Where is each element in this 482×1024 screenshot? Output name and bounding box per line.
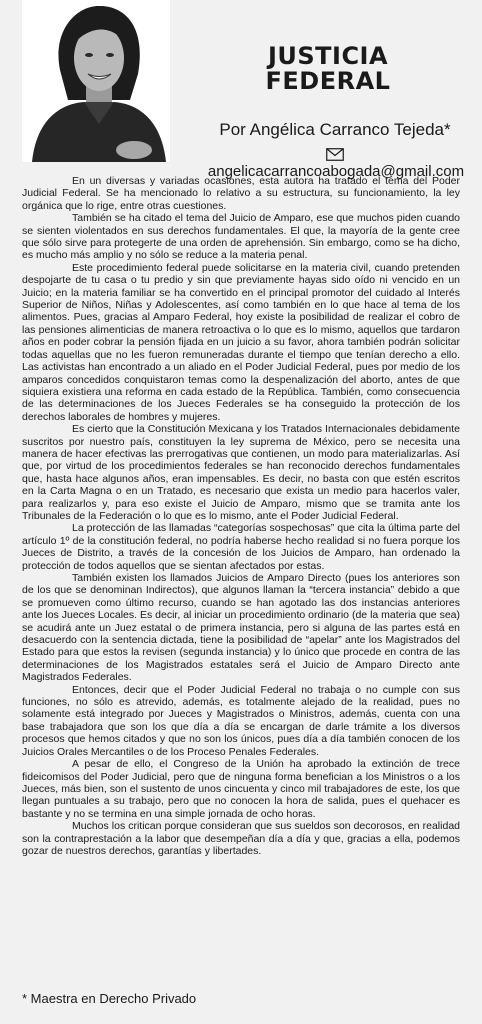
paragraph: Este procedimiento federal puede solicitarse en la materia civil, cuando pretenden despojarte de tu casa o tu predio y sin que previamente hayas sido oído ni vencido en un Juicio; en la materia familiar se ha convertido en el principal promotor del cuidado al Interés Superior de Niños, Niñas y Adolescentes, así como también en lo que hace al tema de los alimentos. Pues, gracias al Amparo Federal, hoy existe la posibilidad de realizar el cobro de las pensiones alimenticias de manera retroactiva o lo que es lo mismo, aquellos que tardaron años en poder cobrar la pensión fijada en un juicio a su favor, ahora también podrán solicitar todas aquellas que no les fueron remuneradas durante el tiempo que tenían derecho a ello. Las activistas han encontrado a un aliado en el Poder Judicial Federal, pues por medio de los amparos concedidos conquistaron temas como la despenalización del aborto, antes de que siquiera existiera una reforma en cada estado de la República. También, como consecuencia de las determinaciones de los Jueces Federales se ha conseguido la protección de los derechos laborales de hombres y mujeres.	[22, 261, 460, 423]
email-address[interactable]: angelicacarrancoabogada@gmail.com	[207, 163, 465, 180]
author-footnote: * Maestra en Derecho Privado	[22, 991, 197, 1006]
paragraph: También se ha citado el tema del Juicio de Amparo, ese que muchos piden cuando se sienten violentados en sus derechos fundamentales. El que, la mayoría de la gente cree que sólo sirve para protegerte de una orden de aprehensión. Sin embargo, como se ha dicho, es mucho más amplio y no sólo se reduce a la materia penal.	[22, 212, 460, 262]
column-title	[258, 44, 398, 94]
title-line-2: FEDERAL	[265, 67, 391, 95]
article-body	[22, 175, 460, 857]
paragraph: La protección de las llamadas “categorías sospechosas” que cita la última parte del artículo 1º de la constitución federal, no podría haberse hecho realidad si no fuera porque los Jueces de Distrito, a través de la concesión de los Juicios de Amparo, han ordenado la protección de todos aquellos que se sientan afectados por estas.	[22, 522, 460, 572]
title-line-1: JUSTICIA	[267, 42, 389, 70]
paragraph: En un diversas y variadas ocasiones, esta autora ha tratado el tema del Poder Judicial Federal. Se ha mencionado lo relativo a su estructura, su funcionamiento, la ley orgánica que lo rige, entre otras cuestiones.	[22, 175, 460, 212]
author-byline: Por Angélica Carranco Tejeda*	[219, 120, 451, 139]
paragraph: También existen los llamados Juicios de Amparo Directo (pues los anteriores son de los que se denominan Indirectos), que algunos llaman la “tercera instancia” debido a que se promueven como último recurso, cuando se han agotado las dos instancias anteriores ante los Jueces Locales. Es decir, al iniciar un procedimiento ordinario (de la materia que sea) se acudirá ante un Juez estatal o de primera instancia, pero si alguna de las partes está en desacuerdo con la sentencia dictada, tiene la posibilidad de “apelar” ante los Magistrados del Estado para que estos la revisen (segunda instancia) y lo único que procede en contra de las determinaciones de los Magistrados estatales será el Juicio de Amparo Directo ante Magistrados Federales.	[22, 572, 460, 684]
envelope-icon	[326, 148, 344, 161]
author-photo	[22, 0, 170, 162]
author-portrait	[22, 0, 170, 162]
paragraph: Entonces, decir que el Poder Judicial Federal no trabaja o no cumple con sus funciones, no sólo es atrevido, además, es totalmente alejado de la realidad, pues no solamente está integrado por Jueces y Magistrados o Ministros, además, cuenta con una base trabajadora que son los que día a día se encargan de darle trámite a los diversos procesos que hemos citados y que no son los únicos, pues día a día también conocen de los Juicios Orales Mercantiles o de los Proceso Penales Federales.	[22, 683, 460, 758]
paragraph: Es cierto que la Constitución Mexicana y los Tratados Internacionales debidamente suscritos por nuestro país, constituyen la ley suprema de México, pero se necesita una manera de hacer efectivas las prerrogativas que contienen, un modo para materializarlas. Así que, por virtud de los procedimientos federales se han reconocido derechos fundamentales que, hasta hace algunos años, eran impensables. Es decir, no basta con que estén escritos en la Carta Magna o en un Tratado, es necesario que exista un medio para hacerlos valer, para realizarlos y, para eso existe el Juicio de Amparo, mismo que se tramita ante los Tribunales de la Federación o lo que es lo mismo, ante el Poder Judicial Federal.	[22, 423, 460, 522]
paragraph: Muchos los critican porque consideran que sus sueldos son decorosos, en realidad son la contraprestación a la labor que desempeñan día a día y que, gracias a ella, podemos gozar de nuestros derechos, garantías y libertades.	[22, 820, 460, 857]
paragraph: A pesar de ello, el Congreso de la Unión ha aprobado la extinción de trece fideicomisos del Poder Judicial, pero que de ninguna forma benefician a los Ministros o a los Jueces, más bien, son el sustento de unos cincuenta y cinco mil trabajadores de este, los que llegan puntuales a su trabajo, pero que no conocen la hora de salida, pues el quehacer es bastante y no se termina en una simple jornada de ocho horas.	[22, 758, 460, 820]
